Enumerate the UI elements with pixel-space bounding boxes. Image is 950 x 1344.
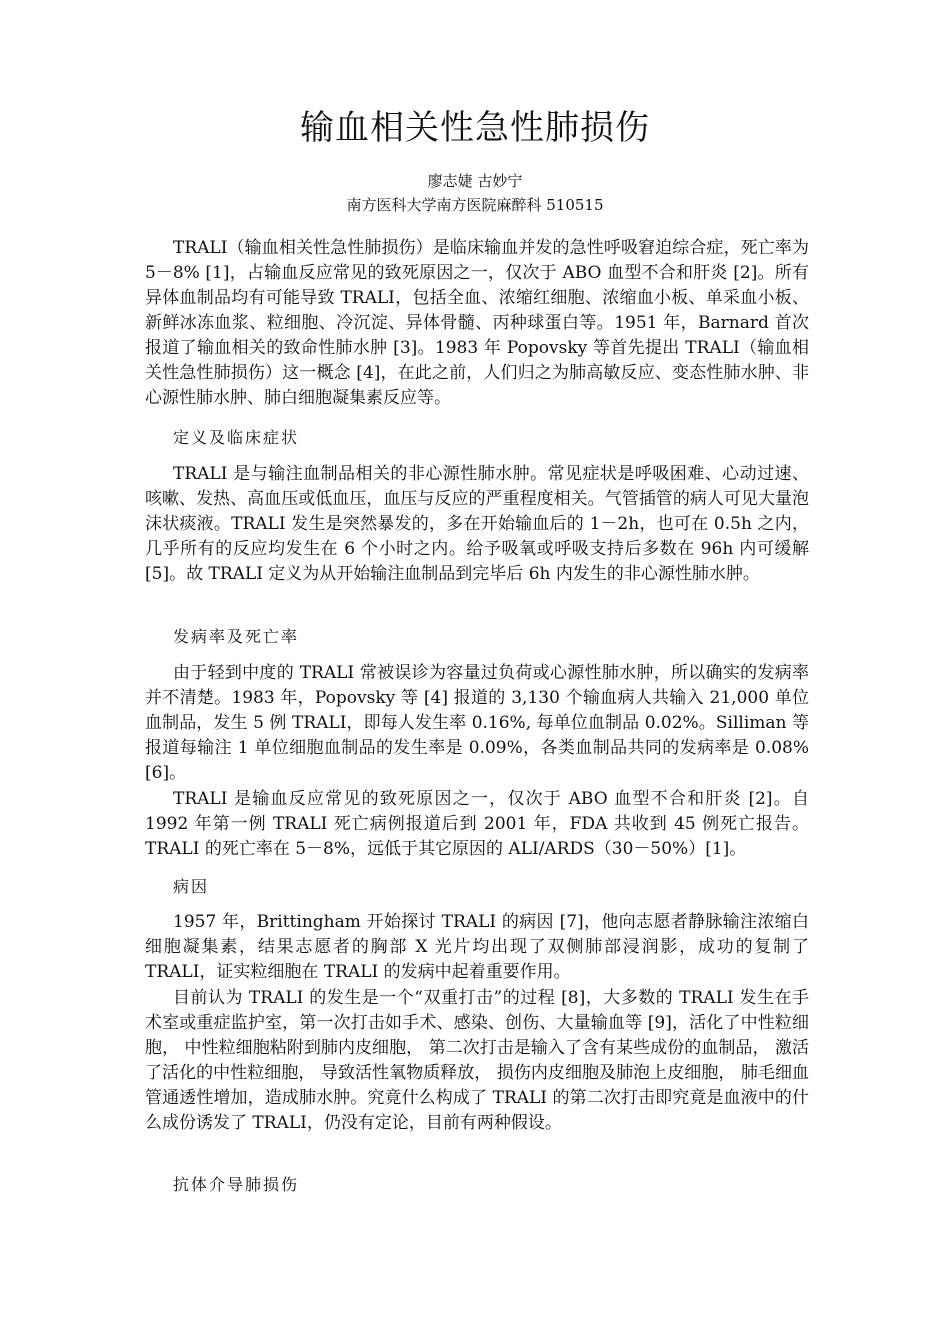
etiology-paragraph-1: 1957 年，Brittingham 开始探讨 TRALI 的病因 [7]，他向志愿者静脉输注浓缩白细胞凝集素，结果志愿者的胸部 X 光片均出现了双侧肺部浸润影，成功的复制了 TRALI，证实粒细胞在 TRALI 的发病中起着重要作用。 bbox=[145, 912, 809, 982]
section-heading-antibody: 抗体介导肺损伤 bbox=[173, 1175, 300, 1194]
incidence-paragraph: 由于轻到中度的 TRALI 常被误诊为容量过负荷或心源性肺水肿，所以确实的发病率并不清楚。1983 年，Popovsky 等 [4] 报道的 3,130 个输血病人共输入 21,000 单位血制品，发生 5 例 TRALI，即每人发生率 0.16%, 每单位血制品 0.02%。Silliman 等报道每输注 1 单位细胞血制品的发生率是 0.09%，各类血制品共同的发病率是 0.08% [6]。 bbox=[145, 663, 809, 783]
document-title: 输血相关性急性肺损伤 bbox=[300, 108, 650, 148]
section-heading-incidence: 发病率及死亡率 bbox=[173, 627, 300, 646]
etiology-paragraph-2: 目前认为 TRALI 的发生是一个“双重打击”的过程 [8]，大多数的 TRALI 发生在手术室或重症监护室，第一次打击如手术、感染、创伤、大量输血等 [9]，活化了中性粒细胞， 中性粒细胞粘附到肺内皮细胞， 第二次打击是输入了含有某些成份的血制品， 激活了活化的中性粒细胞， 导致活性氧物质释放， 损伤内皮细胞及肺泡上皮细胞， 肺毛细血管通透性增加，造成肺水肿。究竟什么构成了 TRALI 的第二次打击即究竟是血液中的什么成份诱发了 TRALI，仍没有定论，目前有两种假设。 bbox=[145, 988, 809, 1133]
section-heading-etiology: 病因 bbox=[173, 877, 210, 896]
section-heading-definition: 定义及临床症状 bbox=[173, 428, 300, 447]
authors: 廖志婕 古妙宁 bbox=[427, 172, 523, 190]
affiliation: 南方医科大学南方医院麻醉科 510515 bbox=[346, 196, 604, 214]
definition-paragraph: TRALI 是与输注血制品相关的非心源性肺水肿。常见症状是呼吸困难、心动过速、咳嗽、发热、高血压或低血压，血压与反应的严重程度相关。气管插管的病人可见大量泡沫状痰液。TRALI 发生是突然暴发的，多在开始输血后的 1－2h，也可在 0.5h 之内，几乎所有的反应均发生在 6 个小时之内。给予吸氧或呼吸支持后多数在 96h 内可缓解 [5]。故 TRALI 定义为从开始输注血制品到完毕后 6h 内发生的非心源性肺水肿。 bbox=[145, 464, 809, 584]
intro-paragraph: TRALI（输血相关性急性肺损伤）是临床输血并发的急性呼吸窘迫综合症，死亡率为 5－8% [1]，占输血反应常见的致死原因之一，仅次于 ABO 血型不合和肝炎 [2]。所有异体血制品均有可能导致 TRALI，包括全血、浓缩红细胞、浓缩血小板、单采血小板、新鲜冰冻血浆、粒细胞、冷沉淀、异体骨髓、丙种球蛋白等。1951 年，Barnard 首次报道了输血相关的致命性肺水肿 [3]。1983 年 Popovsky 等首先提出 TRALI（输血相关性急性肺损伤）这一概念 [4]，在此之前，人们归之为肺高敏反应、变态性肺水肿、非心源性肺水肿、肺白细胞凝集素反应等。 bbox=[145, 238, 809, 408]
mortality-paragraph: TRALI 是输血反应常见的致死原因之一，仅次于 ABO 血型不合和肝炎 [2]。自 1992 年第一例 TRALI 死亡病例报道后到 2001 年，FDA 共收到 45 例死亡报告。TRALI 的死亡率在 5－8%，远低于其它原因的 ALI/ARDS（30－50%）[1]。 bbox=[145, 789, 809, 859]
